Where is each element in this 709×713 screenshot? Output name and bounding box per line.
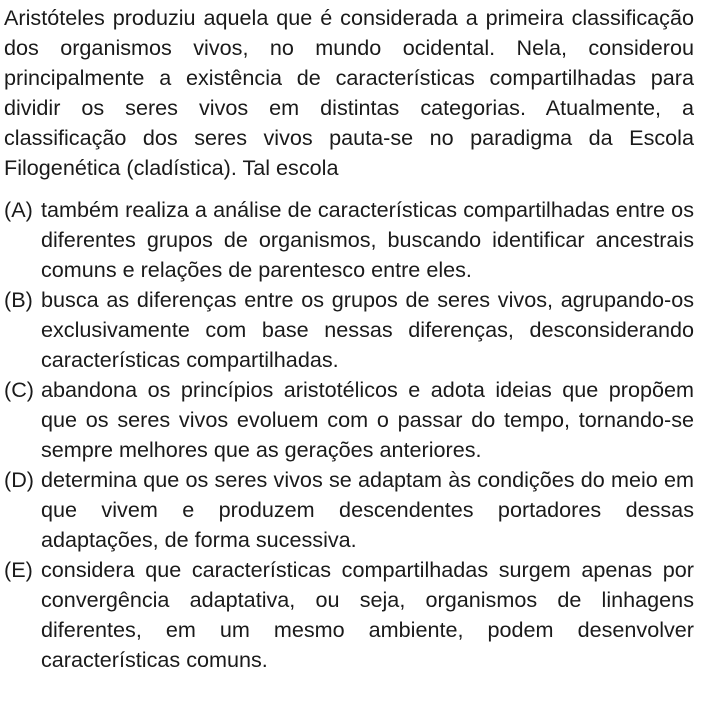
option-letter: (E) [4,557,33,582]
option-a[interactable] [4,195,694,285]
option-e[interactable] [4,555,694,675]
option-d[interactable] [4,465,694,555]
question-stem: Aristóteles produziu aquela que é considerada a primeira classificação dos organismos vivos, no mundo ocidental. Nela, considerou principalmente a existência de características compartilhadas para dividir os seres vivos em distintas categorias. Atualmente, a classificação dos seres vivos pauta-se no paradigma da Escola Filogenética (cladística). Tal escola [4,5,694,180]
option-letter: (D) [4,467,34,492]
option-text: busca as diferenças entre os grupos de seres vivos, agrupando-os exclusivamente com base nessas diferenças, desconsiderando características compartilhadas. [41,287,694,372]
option-text: abandona os princípios aristotélicos e adota ideias que propõem que os seres vivos evoluem com o passar do tempo, tornando-se sempre melhores que as gerações anteriores. [41,377,694,462]
question-block [4,3,694,675]
option-c[interactable] [4,375,694,465]
option-letter: (B) [4,287,33,312]
option-letter: (A) [4,197,33,222]
option-b[interactable] [4,285,694,375]
answer-options [4,195,694,675]
option-text: determina que os seres vivos se adaptam às condições do meio em que vivem e produzem descendentes portadores dessas adaptações, de forma sucessiva. [41,467,694,552]
option-text: também realiza a análise de características compartilhadas entre os diferentes grupos de organismos, buscando identificar ancestrais comuns e relações de parentesco entre eles. [41,197,694,282]
option-letter: (C) [4,377,34,402]
option-text: considera que características compartilhadas surgem apenas por convergência adaptativa, ou seja, organismos de linhagens diferentes, em um mesmo ambiente, podem desenvolver características comuns. [41,557,694,672]
